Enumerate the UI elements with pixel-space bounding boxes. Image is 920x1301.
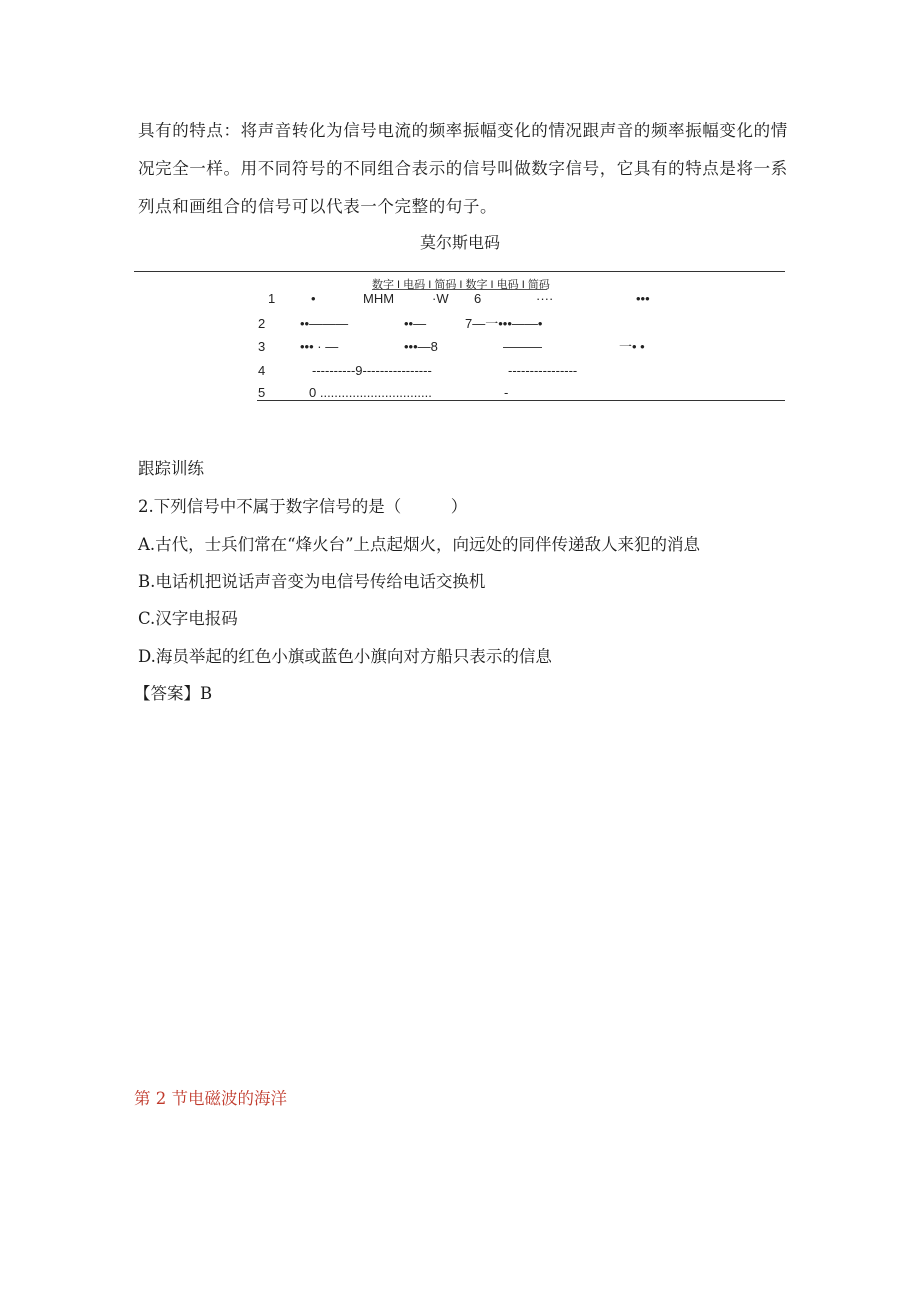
table-row-1-code-2: ·W	[432, 291, 449, 306]
practice-heading: 跟踪训练	[138, 459, 204, 478]
table-row-5-code: 0 ...............................	[309, 385, 432, 400]
table-row-3-number: 3	[258, 339, 266, 354]
table-row-2-code: ••———	[300, 316, 349, 331]
table-row-2-short: ••—	[404, 316, 427, 331]
table-bottom-rule	[257, 400, 785, 401]
table-top-rule	[134, 271, 785, 272]
table-row-1-code: •	[311, 291, 316, 306]
table-row-1-code-3: ····	[536, 291, 554, 306]
table-row-3-short: •••—8	[404, 339, 438, 354]
table-row-4-code-2: ----------------	[508, 363, 578, 378]
table-row-3-code-2: ———	[503, 339, 542, 354]
intro-line-2: 况完全一样。用不同符号的不同组合表示的信号叫做数字信号，它具有的特点是将一系	[138, 159, 788, 178]
question-text: 2.下列信号中不属于数字信号的是（ ）	[138, 497, 468, 516]
table-row-1-short-2: •••	[636, 291, 650, 306]
table-row-2-number: 2	[258, 316, 266, 331]
table-row-1-number-2: 6	[474, 291, 482, 306]
table-row-4-number: 4	[258, 363, 266, 378]
table-row-3-code: ••• · —	[300, 339, 339, 354]
intro-line-3: 列点和画组合的信号可以代表一个完整的句子。	[138, 197, 498, 216]
option-b: B.电话机把说话声音变为电信号传给电话交换机	[138, 572, 486, 591]
table-row-5-number: 5	[258, 385, 266, 400]
table-header-underline	[372, 289, 547, 290]
table-row-2-number-2: 7—一•••——•	[465, 316, 543, 331]
table-caption: 莫尔斯电码	[419, 233, 500, 252]
intro-paragraph	[138, 112, 788, 226]
option-d: D.海员举起的红色小旗或蓝色小旗向对方船只表示的信息	[138, 647, 552, 666]
section-title: 第 2 节电磁波的海洋	[134, 1089, 287, 1108]
option-c: C.汉字电报码	[138, 609, 238, 628]
table-row-1-short: MHM	[363, 291, 395, 306]
table-row-4-code: ----------9----------------	[312, 363, 432, 378]
table-header: 数字 I 电码 I 简码 I 数字 I 电码 I 简码	[372, 279, 550, 291]
table-row-5-code-2: -	[504, 385, 509, 400]
option-a: A.古代，士兵们常在“烽火台”上点起烟火，向远处的同伴传递敌人来犯的消息	[138, 535, 701, 554]
answer-text: 【答案】B	[134, 684, 213, 703]
table-row-1-number: 1	[268, 291, 276, 306]
table-row-3-short-2: 一• •	[619, 339, 645, 354]
intro-line-1: 具有的特点：将声音转化为信号电流的频率振幅变化的情况跟声音的频率振幅变化的情	[138, 121, 788, 140]
